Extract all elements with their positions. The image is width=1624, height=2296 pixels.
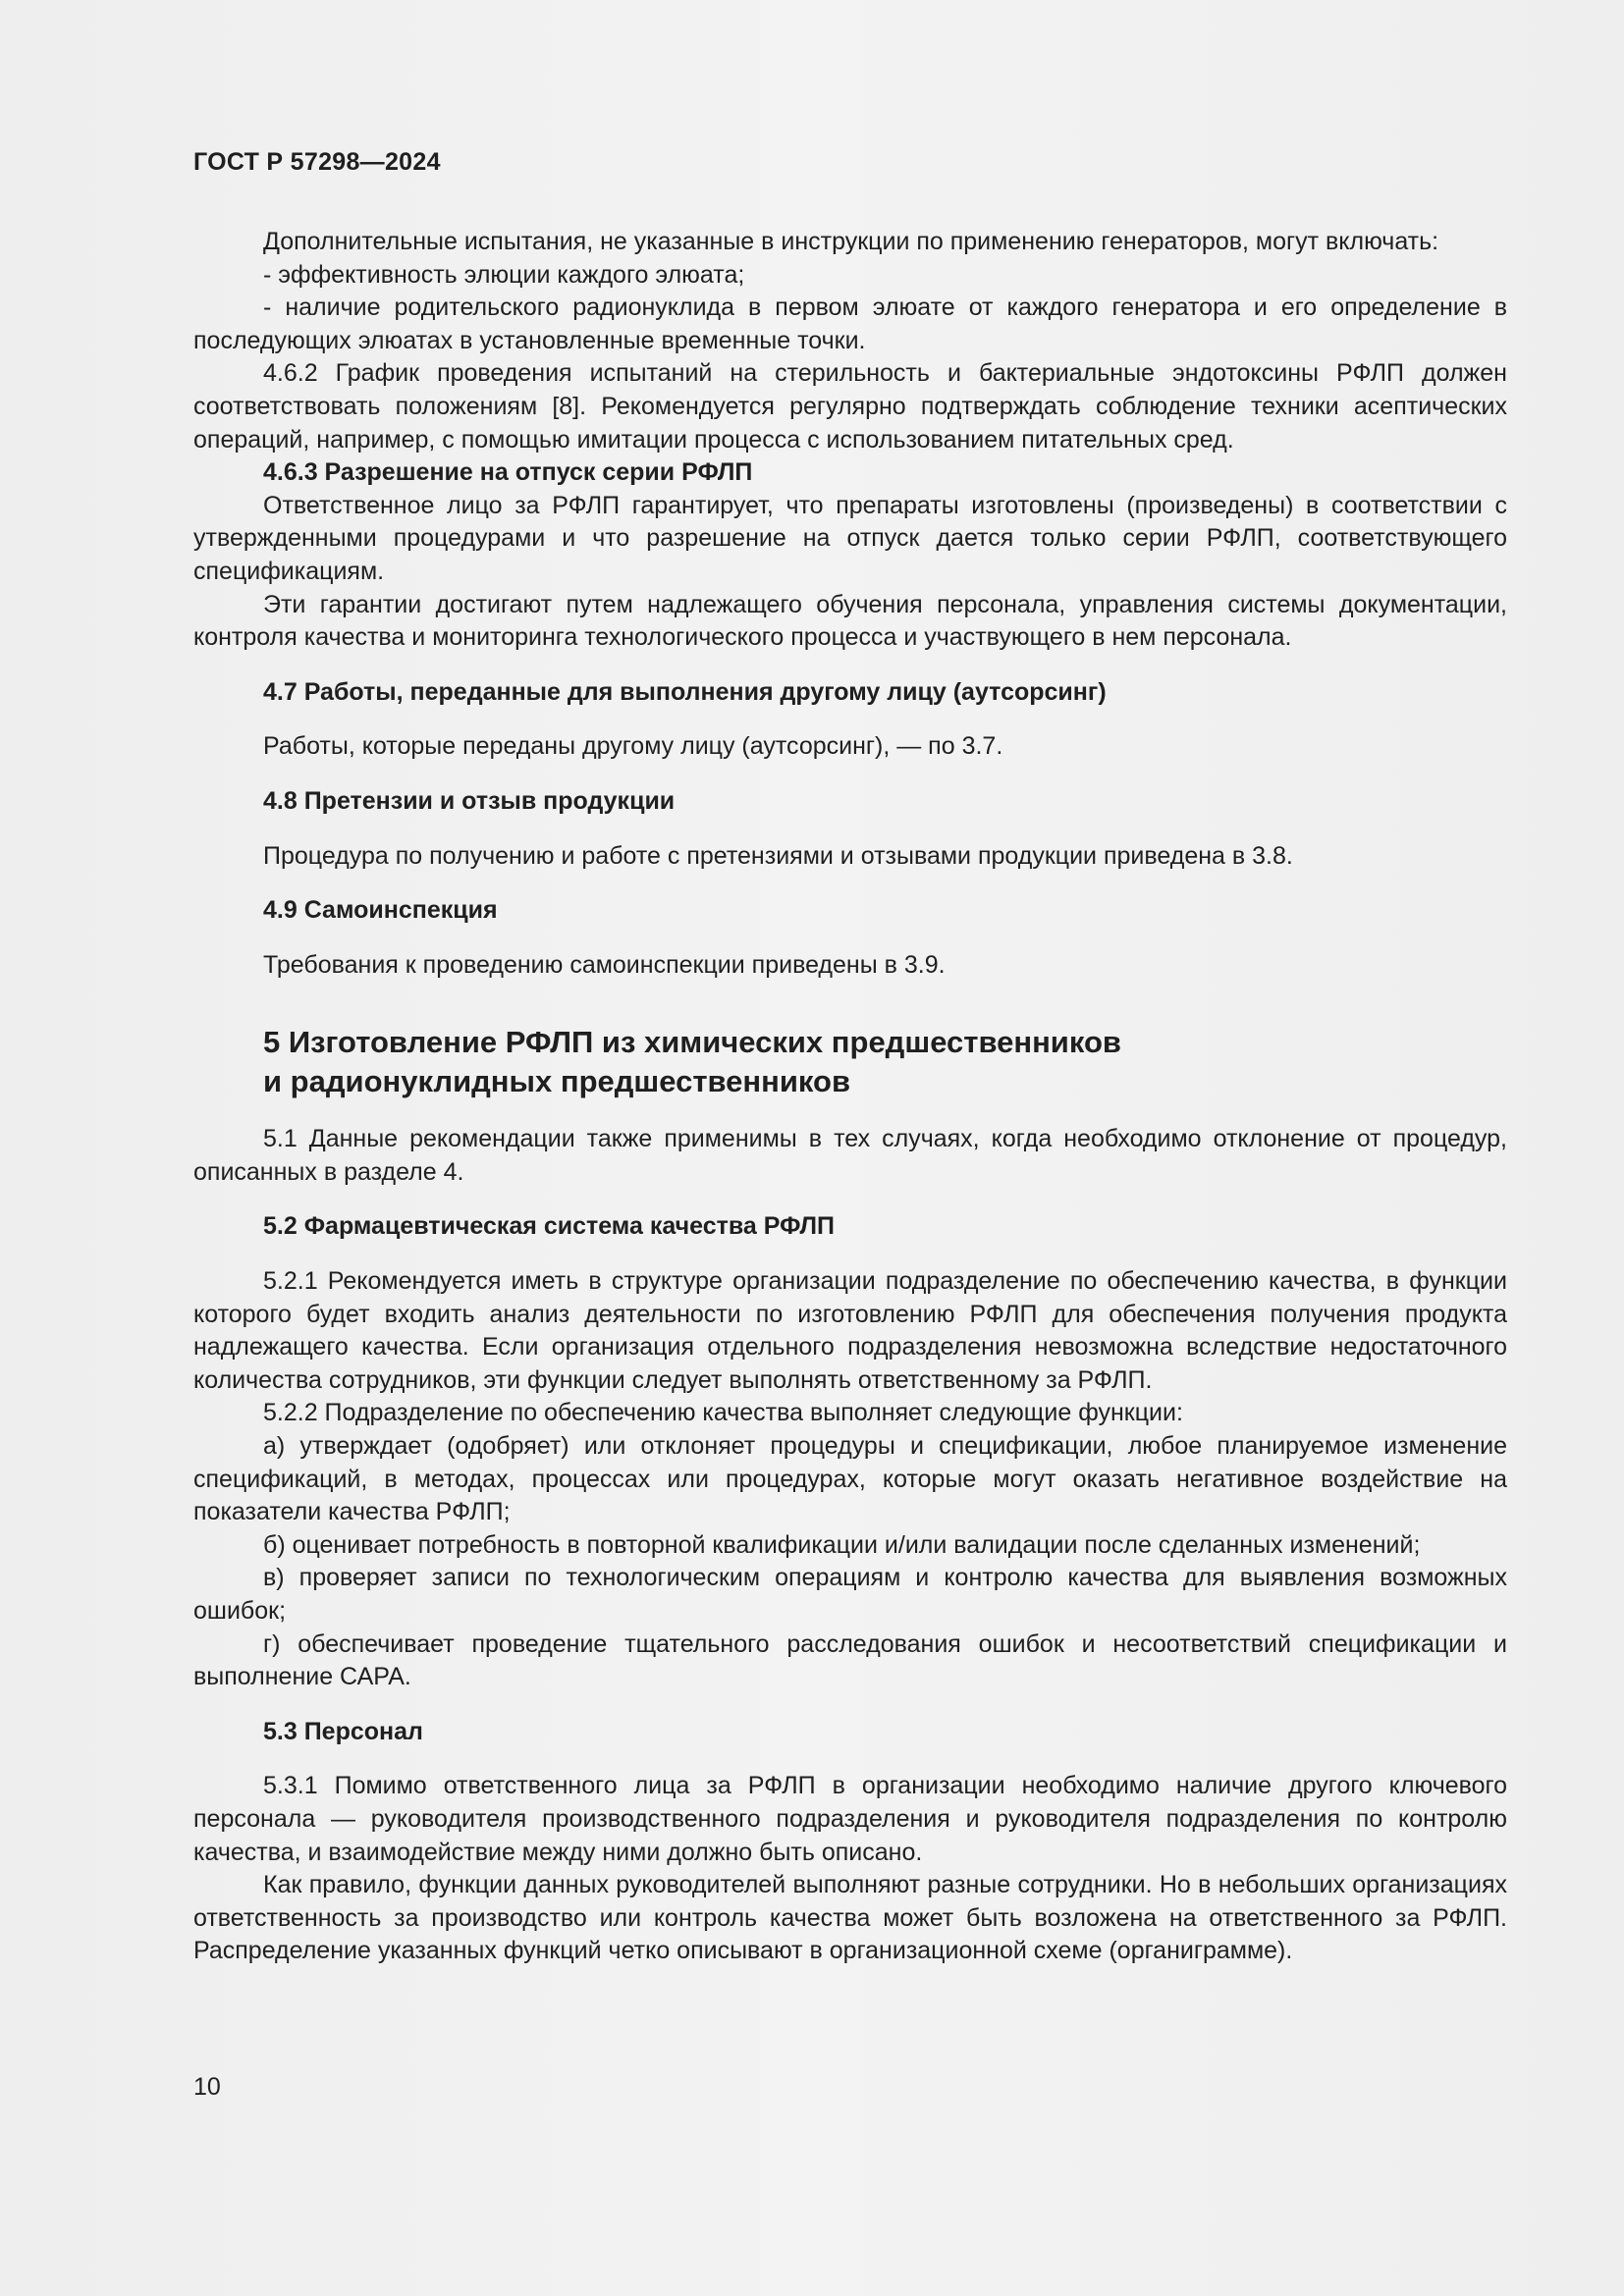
paragraph: Как правило, функции данных руководителей выполняют разные сотрудники. Но в небольших организациях ответственность за производство или контроль качества может быть возложена на ответственного за РФЛП. Распределение указанных функций четко описывают в организационной схеме (органиграмме). [193, 1871, 1507, 1965]
section-heading: 4.7 Работы, переданные для выполнения другому лицу (аутсорсинг) [263, 677, 1107, 706]
paragraph: Работы, которые переданы другому лицу (аутсорсинг), — по 3.7. [263, 732, 1003, 761]
chapter-heading-line: 5 Изготовление РФЛП из химических предшественников [263, 1025, 1121, 1060]
paragraph: Ответственное лицо за РФЛП гарантирует, что препараты изготовлены (произведены) в соответствии с утвержденными процедурами и что разрешение на отпуск дается только серии РФЛП, соответствующего спецификациям. [193, 491, 1507, 585]
section-heading: 5.3 Персонал [263, 1717, 423, 1745]
document-header: ГОСТ Р 57298—2024 [193, 148, 441, 176]
paragraph: Дополнительные испытания, не указанные в инструкции по применению генераторов, могут включать: [263, 228, 1439, 255]
paragraph: Эти гарантии достигают путем надлежащего обучения персонала, управления системы документации, контроля качества и мониторинга технологического процесса и участвующего в нем персонала. [193, 590, 1507, 652]
paragraph: 5.1 Данные рекомендации также применимы в тех случаях, когда необходимо отклонение от процедур, описанных в разделе 4. [193, 1125, 1507, 1186]
paragraph: Требования к проведению самоинспекции приведены в 3.9. [263, 950, 946, 979]
list-item: в) проверяет записи по технологическим операциям и контролю качества для выявления возможных ошибок; [193, 1564, 1507, 1625]
list-item: - эффективность элюции каждого элюата; [263, 260, 745, 289]
list-item: б) оценивает потребность в повторной квалификации и/или валидации после сделанных изменений; [263, 1530, 1421, 1559]
document-body [193, 226, 1507, 1968]
subsection-heading: 4.6.3 Разрешение на отпуск серии РФЛП [263, 458, 753, 487]
list-item: - наличие родительского радионуклида в первом элюате от каждого генератора и его определение в последующих элюатах в установленные временные точки. [193, 294, 1507, 354]
paragraph: 5.2.1 Рекомендуется иметь в структуре организации подразделение по обеспечению качества, в функции которого будет входить анализ деятельности по изготовлению РФЛП для обеспечения получения продукта надлежащего качества. Если организация отдельного подразделения невозможна вследствие недостаточного количества сотрудников, эти функции следует выполнять ответственному за РФЛП. [193, 1267, 1507, 1394]
section-heading: 4.9 Самоинспекция [263, 896, 498, 925]
section-heading: 4.8 Претензии и отзыв продукции [263, 786, 676, 815]
paragraph: 5.2.2 Подразделение по обеспечению качества выполняет следующие функции: [263, 1399, 1183, 1427]
paragraph: Процедура по получению и работе с претензиями и отзывами продукции приведена в 3.8. [263, 841, 1293, 870]
list-item: а) утверждает (одобряет) или отклоняет процедуры и спецификации, любое планируемое изменение спецификаций, в методах, процессах или процедурах, которые могут оказать негативное воздействие на показатели качества РФЛП; [193, 1432, 1507, 1526]
list-item: г) обеспечивает проведение тщательного расследования ошибок и несоответствий спецификации и выполнение САРА. [193, 1629, 1507, 1691]
paragraph: 5.3.1 Помимо ответственного лица за РФЛП в организации необходимо наличие другого ключевого персонала — руководителя производственного подразделения и руководителя подразделения по контролю качества, и взаимодействие между ними должно быть описано. [193, 1772, 1507, 1866]
chapter-heading [263, 1023, 1507, 1101]
chapter-heading-line: и радионуклидных предшественников [263, 1064, 851, 1099]
section-heading: 5.2 Фармацевтическая система качества РФЛП [263, 1212, 835, 1241]
paragraph: 4.6.2 График проведения испытаний на стерильность и бактериальные эндотоксины РФЛП должен соответствовать положениям [8]. Рекомендуется регулярно подтверждать соблюдение техники асептических операций, например, с помощью имитации процесса с использованием питательных сред. [193, 359, 1507, 454]
page-number: 10 [193, 2073, 221, 2101]
